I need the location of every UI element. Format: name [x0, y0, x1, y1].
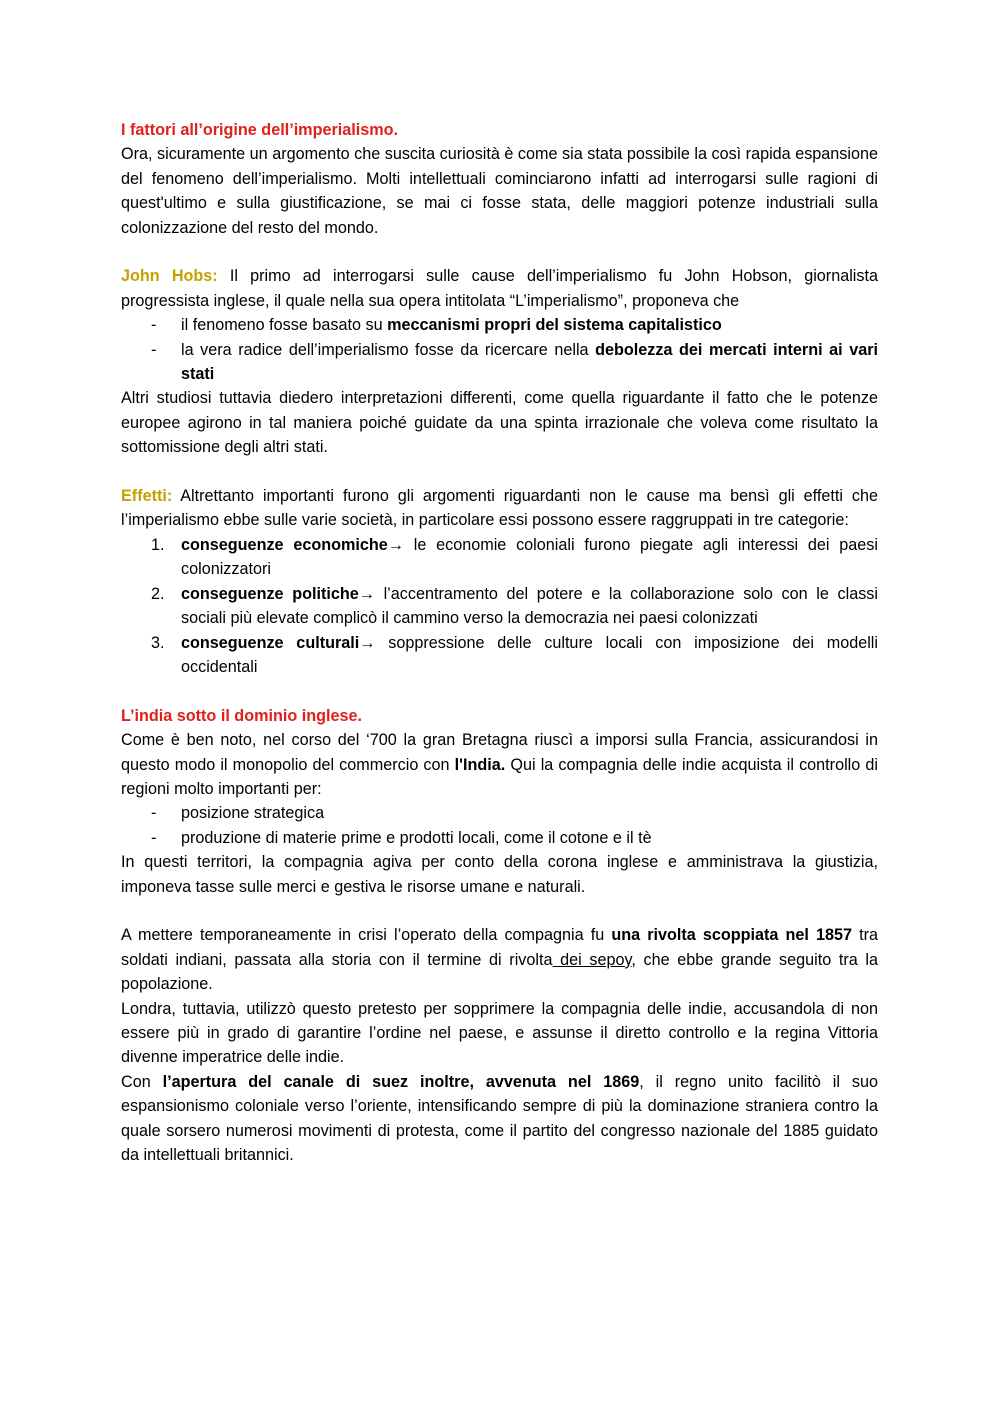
hobson-paragraph	[121, 264, 878, 313]
list-item-text: produzione di materie prime e prodotti locali, come il cotone e il tè	[181, 828, 652, 847]
list-item-text: la vera radice dell’imperialismo fosse da ricercare nella	[181, 340, 596, 359]
paragraph-gap	[121, 899, 878, 923]
bold-span: l’apertura del canale di suez inoltre, avvenuta nel 1869	[162, 1072, 640, 1091]
text-span: Con	[121, 1072, 163, 1091]
effetti-label: Effetti:	[121, 487, 173, 506]
india-paragraph-4: Londra, tuttavia, utilizzò questo pretesto per sopprimere la compagnia delle indie, accusandola di non essere più in grado di garantire l’ordine nel paese, e assunse il diretto controllo e la regina Vittoria divenne imperatrice delle indie.	[121, 999, 878, 1067]
text-span: Qui la compagnia delle indie acquista il controllo di regioni molto importanti per:	[121, 755, 878, 798]
list-item-text: posizione strategica	[181, 804, 325, 823]
list-item	[121, 533, 878, 582]
list-item-text: → l’accentramento del potere e la collaborazione solo con le classi sociali più elevate complicò il cammino verso la democrazia nei paesi colonizzati	[181, 584, 878, 628]
list-item	[121, 338, 878, 387]
text-span: tra soldati indiani, passata alla storia con il termine di rivolta	[121, 926, 878, 969]
list-item	[121, 801, 878, 825]
paragraph-gap	[121, 240, 878, 264]
list-item-text: → soppressione delle culture locali con imposizione dei modelli occidentali	[181, 633, 878, 676]
list-item	[121, 313, 878, 337]
effetti-text: Altrettanto importanti furono gli argomenti riguardanti non le cause ma bensì gli effetti che l’imperialismo ebbe sulle varie società, in particolare essi possono essere raggruppati in tre categorie:	[121, 487, 878, 530]
document-body	[121, 118, 878, 1167]
paragraph-gap	[121, 460, 878, 484]
india-paragraph-1	[121, 728, 878, 801]
list-item-text: → le economie coloniali furono piegate agli interessi dei paesi colonizzatori	[181, 535, 878, 579]
bold-span: una rivolta scoppiata nel 1857	[611, 926, 853, 945]
list-item	[121, 631, 878, 680]
india-paragraph-2: In questi territori, la compagnia agiva per conto della corona inglese e amministrava la giustizia, imponeva tasse sulle merci e gestiva le risorse umane e naturali.	[121, 853, 878, 896]
text-span: A mettere temporaneamente in crisi l’operato della compagnia fu	[121, 926, 612, 945]
other-scholars-paragraph: Altri studiosi tuttavia diedero interpretazioni differenti, come quella riguardante il fatto che le potenze europee agirono in tal maniera poiché guidate da una spinta irrazionale che voleva come risultato la sottomissione degli altri stati.	[121, 389, 878, 457]
list-item	[121, 582, 878, 631]
text-span: che ebbe grande seguito tra la popolazione.	[121, 950, 879, 994]
india-paragraph-3	[121, 923, 878, 996]
underlined-span: dei sepoy,	[552, 950, 636, 969]
india-paragraph-5	[121, 1070, 878, 1168]
list-marker: 1.	[151, 535, 165, 554]
bold-span: l'India.	[454, 755, 506, 774]
list-marker: 2.	[151, 584, 165, 603]
hobson-list	[121, 313, 878, 386]
list-item	[121, 826, 878, 850]
section-title-imperialism: I fattori all’origine dell’imperialismo.	[121, 121, 399, 139]
text-span: Come è ben noto, nel corso del ‘700 la gran Bretagna riuscì a imporsi sulla Francia, assicurandosi in questo modo il monopolio del commercio con	[121, 731, 878, 774]
text-span: , il regno unito facilitò il suo espansionismo coloniale verso l’oriente, intensificando sempre di più la dominazione straniera contro la quale sorsero numerosi movimenti di protesta, come il partito del congresso nazionale del 1885 guidato da intellettuali britannici.	[121, 1072, 878, 1164]
paragraph-gap	[121, 679, 878, 703]
section-title-india: L’india sotto il dominio inglese.	[121, 706, 363, 725]
list-item-bold: conseguenze politiche	[181, 584, 359, 603]
list-item-text: il fenomeno fosse basato su	[181, 316, 388, 335]
list-marker: -	[151, 316, 157, 335]
intro-paragraph: Ora, sicuramente un argomento che suscita curiosità è come sia stata possibile la così rapida espansione del fenomeno dell’imperialismo. Molti intellettuali cominciarono infatti ad interrogarsi sulle ragioni di quest'ultimo e sulla giustificazione, se mai ci fosse stata, delle maggiori potenze industriali sulla colonizzazione del resto del mondo.	[121, 145, 878, 237]
list-marker: -	[151, 340, 157, 359]
effetti-list	[121, 533, 878, 679]
list-marker: -	[151, 804, 157, 823]
hobson-text: Il primo ad interrogarsi sulle cause dell’imperialismo fu John Hobson, giornalista progressista inglese, il quale nella sua opera intitolata “L’imperialismo”, proponeva che	[121, 267, 878, 310]
list-item-bold: meccanismi propri del sistema capitalistico	[387, 316, 722, 335]
hobson-label: John Hobs:	[121, 267, 218, 286]
india-list	[121, 801, 878, 850]
list-marker: 3.	[151, 633, 165, 652]
list-item-bold: conseguenze economiche	[181, 535, 388, 554]
list-marker: -	[151, 828, 157, 847]
list-item-bold: conseguenze culturali	[181, 633, 360, 652]
effetti-paragraph	[121, 484, 878, 533]
list-item-bold: debolezza dei mercati interni ai vari stati	[181, 340, 878, 384]
